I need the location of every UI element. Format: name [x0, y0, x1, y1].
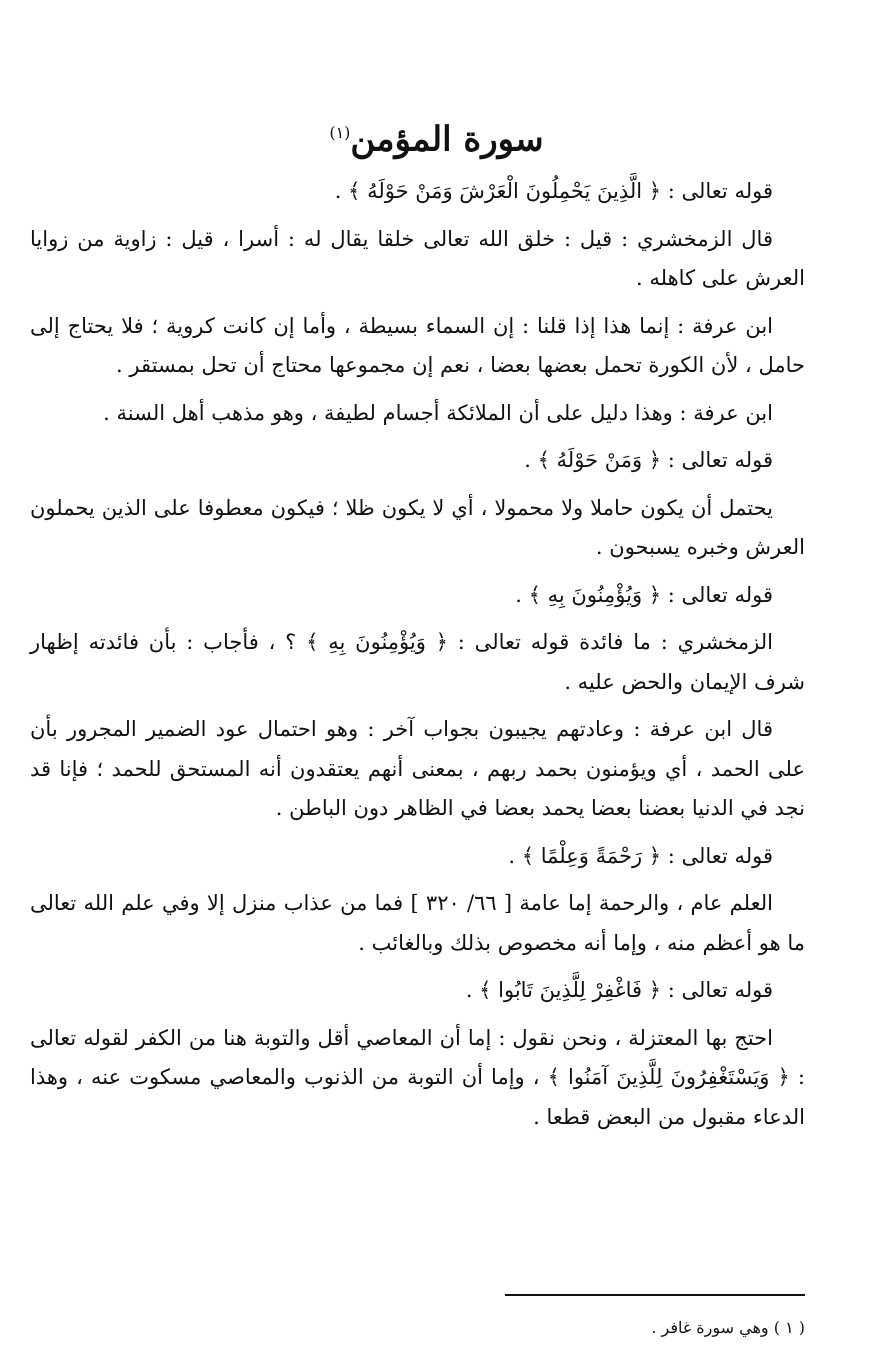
paragraph-verse-5: قوله تعالى : ﴿ فَاغْفِرْ لِلَّذِينَ تَابُوا ﴾ .	[465, 978, 773, 1002]
paragraph-commentary-3: احتج بها المعتزلة ، ونحن نقول : إما أن المعاصي أقل والتوبة هنا من الكفر لقوله تعالى : ﴿ وَيَسْتَغْفِرُونَ لِلَّذِينَ آمَنُوا ﴾ ، وإما أن التوبة من الذنوب والمعاصي مسكوت عنه ، وهذا الدعاء مقبول من البعض قطعا .	[30, 1025, 805, 1129]
paragraph-verse-2: قوله تعالى : ﴿ وَمَنْ حَوْلَهُ ﴾ .	[524, 448, 773, 472]
paragraph-ibn-arafa-3: قال ابن عرفة : وعادتهم يجيبون بجواب آخر : وهو احتمال عود الضمير المجرور بأن على الحمد ، أي ويؤمنون بحمد ربهم ، بمعنى أنهم يعتقدون أنه المستحق للحمد ؛ فإنا قد نجد في الدنيا بعضنا بعضا يحمد بعضا في الظاهر دون الباطن .	[30, 717, 805, 820]
paragraph-commentary-1: يحتمل أن يكون حاملا ولا محمولا ، أي لا يكون ظلا ؛ فيكون معطوفا على الذين يحملون العرش وخبره يسبحون .	[30, 495, 805, 559]
paragraph-ibn-arafa-2: ابن عرفة : وهذا دليل على أن الملائكة أجسام لطيفة ، وهو مذهب أهل السنة .	[103, 400, 773, 425]
paragraph-verse-4: قوله تعالى : ﴿ رَحْمَةً وَعِلْمًا ﴾ .	[508, 843, 773, 868]
paragraph-ibn-arafa-1: ابن عرفة : إنما هذا إذا قلنا : إن السماء بسيطة ، وأما إن كانت كروية ؛ فلا يحتاج إلى حامل ، لأن الكورة تحمل بعضها بعضا ، نعم إن مجموعها محتاج أن تحل بمستقر .	[30, 313, 805, 377]
footnote-divider	[505, 1294, 805, 1296]
surah-title	[0, 108, 873, 164]
body-text	[30, 172, 805, 1145]
paragraph-zamakhshari-1: قال الزمخشري : قيل : خلق الله تعالى خلقا يقال له : أسرا ، قيل : زاوية من زوايا العرش على كاهله .	[30, 226, 805, 290]
paragraph-zamakhshari-2: الزمخشري : ما فائدة قوله تعالى : ﴿ وَيُؤْمِنُونَ بِهِ ﴾ ؟ ، فأجاب : بأن فائدته إظهار شرف الإيمان والحض عليه .	[30, 630, 805, 694]
paragraph-verse-1: قوله تعالى : ﴿ الَّذِينَ يَحْمِلُونَ الْعَرْشَ وَمَنْ حَوْلَهُ ﴾ .	[334, 179, 773, 203]
footnote: ( ١ ) وهي سورة غافر .	[651, 1318, 805, 1337]
footnote-reference: (١)	[329, 123, 351, 142]
paragraph-verse-3: قوله تعالى : ﴿ وَيُؤْمِنُونَ بِهِ ﴾ .	[515, 582, 773, 607]
surah-title-text: سورة المؤمن	[350, 119, 544, 160]
paragraph-commentary-2: العلم عام ، والرحمة إما عامة [ ٦٦/ ٣٢٠ ] فما من عذاب منزل إلا وفي علم الله تعالى ما هو أعظم منه ، وإما أنه مخصوص بذلك وبالغائب .	[30, 891, 805, 955]
